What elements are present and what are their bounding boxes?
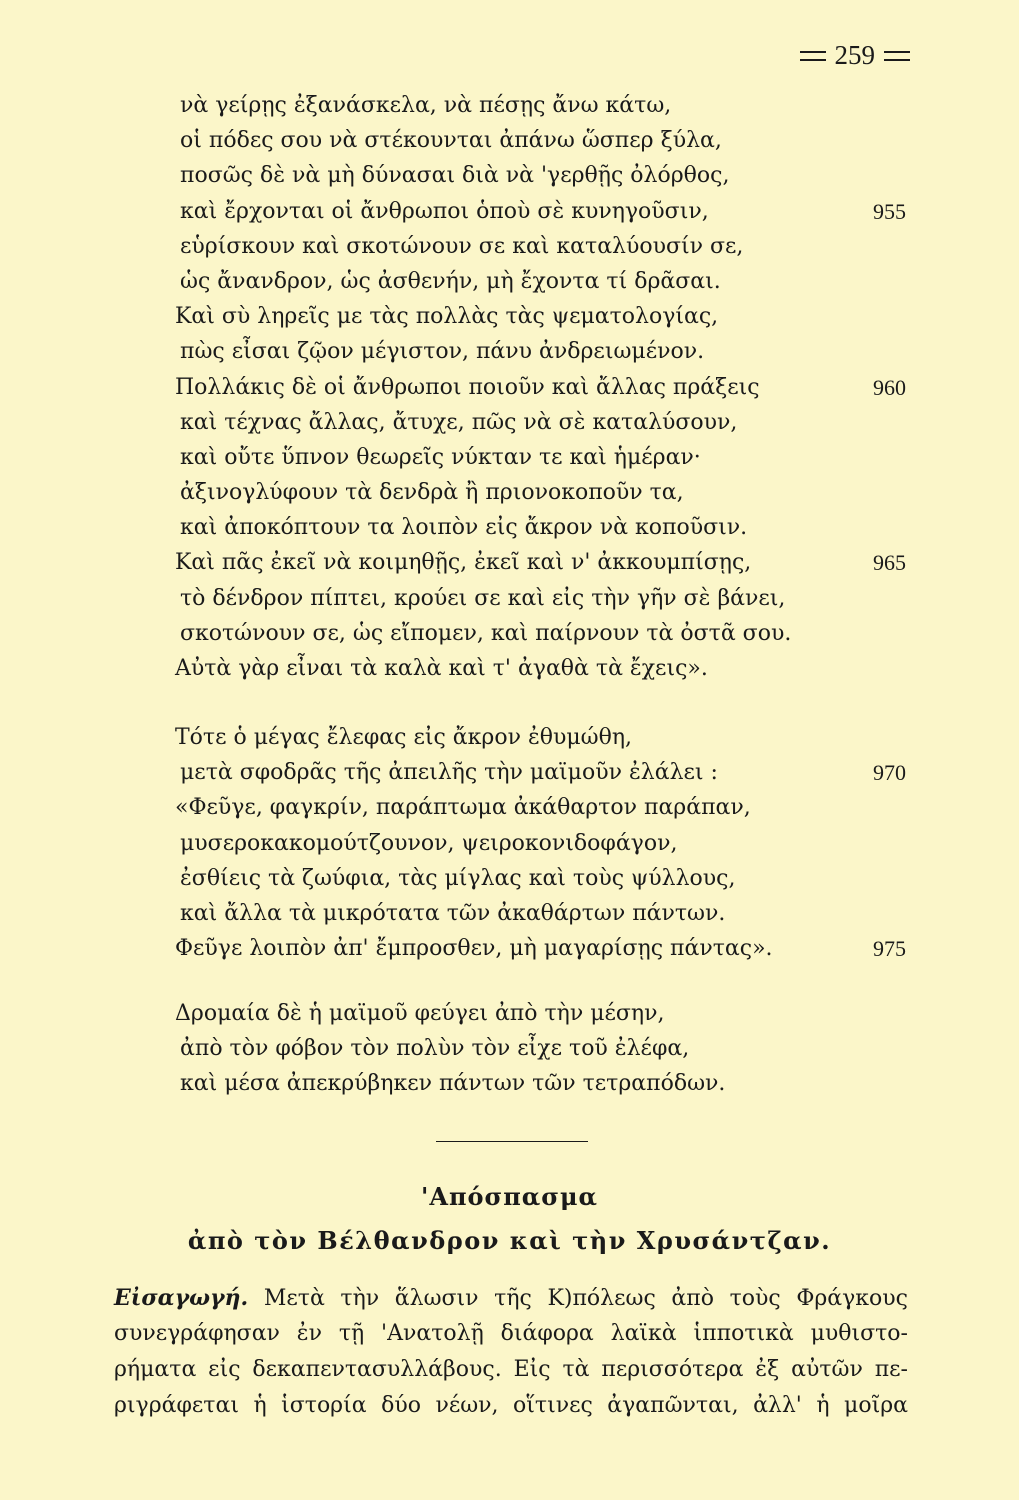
poem-line	[0, 581, 1019, 616]
line-number: 955	[873, 198, 906, 224]
poem-line-text: ἐσθίεις τὰ ζωύφια, τὰς μίγλας καὶ τοὺς ψύλλους,	[180, 865, 736, 891]
poem-line-text: εὑρίσκουν καὶ σκοτώνουν σε καὶ καταλύουσίν σε,	[180, 233, 744, 259]
poem-line-text: «Φεῦγε, φαγκρίν, παράπτωμα ἀκάθαρτον παράπαν,	[175, 795, 751, 821]
poem-line	[0, 996, 1019, 1031]
poem-line	[0, 158, 1019, 193]
poem-line-text: σκοτώνουν σε, ὡς εἴπομεν, καὶ παίρνουν τὰ ὀστᾶ σου.	[180, 620, 792, 646]
poem-line-text: ἀπὸ τὸν φόβον τὸν πολὺν τὸν εἶχε τοῦ ἐλέφα,	[180, 1036, 690, 1062]
poem-line-text: μυσεροκακομούτζουνον, ψειροκονιδοφάγον,	[180, 830, 678, 856]
poem-line	[0, 545, 1019, 580]
poem-line-text: καὶ ἀποκόπτουν τα λοιπὸν εἰς ἄκρον νὰ κοποῦσιν.	[180, 515, 748, 541]
poem-line	[0, 229, 1019, 264]
intro-line-text: Μετὰ τὴν ἅλωσιν τῆς Κ)πόλεως ἀπὸ τοὺς Φράγκους	[263, 1286, 908, 1311]
poem-stanza-3	[0, 996, 1019, 1102]
poem-line-text: Καὶ σὺ ληρεῖς με τὰς πολλὰς τὰς ψεματολογίας,	[175, 304, 719, 330]
poem-line-text: καὶ ἔρχονται οἱ ἄνθρωποι ὁποὺ σὲ κυνηγοῦσιν,	[180, 198, 709, 224]
poem-line	[0, 194, 1019, 229]
poem-line	[0, 475, 1019, 510]
intro-line: ρήματα εἰς δεκαπεντασυλλάβους. Εἰς τὰ περισσότερα ἐξ αὐτῶν πε-	[114, 1357, 908, 1382]
poem-line-text: ἀξινογλύφουν τὰ δενδρὰ ἢ πριονοκοποῦν τα,	[180, 480, 684, 506]
poem-line	[0, 755, 1019, 790]
poem-line-text: καὶ οὔτε ὕπνον θεωρεῖς νύκταν τε καὶ ἡμέραν·	[180, 444, 701, 470]
poem-line	[0, 861, 1019, 896]
poem-line	[0, 931, 1019, 966]
poem-line-text: Καὶ πᾶς ἐκεῖ νὰ κοιμηθῇς, ἐκεῖ καὶ ν' ἀκκουμπίσῃς,	[175, 550, 752, 576]
poem-line	[0, 334, 1019, 369]
poem-line	[0, 123, 1019, 158]
poem-line-text: Δρομαία δὲ ἡ μαϊμοῦ φεύγει ἀπὸ τὴν μέσην,	[175, 1001, 665, 1026]
poem-line-text: καὶ μέσα ἀπεκρύβηκεν πάντων τῶν τετραπόδων.	[180, 1071, 726, 1097]
line-number: 965	[873, 550, 906, 576]
excerpt-heading: 'Απόσπασμα	[420, 1182, 598, 1211]
poem-stanza-2	[0, 720, 1019, 966]
excerpt-subheading: ἀπὸ τὸν Βέλθανδρον καὶ τὴν Χρυσάντζαν.	[187, 1226, 832, 1255]
poem-line-text: Τότε ὁ μέγας ἔλεφας εἰς ἄκρον ἐθυμώθη,	[175, 725, 633, 750]
poem-line	[0, 616, 1019, 651]
poem-line	[0, 370, 1019, 405]
intro-line: ριγράφεται ἡ ἱστορία δύο νέων, οἵτινες ἀγαπῶνται, ἀλλ' ἡ μοῖρα	[114, 1393, 908, 1418]
page-number	[760, 40, 910, 71]
poem-line-text: τὸ δένδρον πίπτει, κρούει σε καὶ εἰς τὴν γῆν σὲ βάνει,	[180, 585, 786, 611]
poem-line	[0, 790, 1019, 825]
poem-line	[0, 896, 1019, 931]
poem-line	[0, 1066, 1019, 1101]
intro-line: συνεγράφησαν ἐν τῇ 'Ανατολῇ διάφορα λαϊκὰ ἱπποτικὰ μυθιστο-	[114, 1321, 908, 1346]
poem-line	[0, 651, 1019, 686]
poem-line	[0, 405, 1019, 440]
poem-line	[0, 88, 1019, 123]
line-number: 970	[873, 760, 906, 786]
poem-line-text: ποσῶς δὲ νὰ μὴ δύνασαι διὰ νὰ 'γερθῇς ὀλόρθος,	[180, 163, 730, 189]
poem-line-text: Αὐτὰ γὰρ εἶναι τὰ καλὰ καὶ τ' ἀγαθὰ τὰ ἔχεις».	[175, 656, 708, 681]
poem-line	[0, 510, 1019, 545]
poem-line-text: Πολλάκις δὲ οἱ ἄνθρωποι ποιοῦν καὶ ἄλλας πράξεις	[175, 374, 760, 400]
section-divider	[436, 1141, 588, 1142]
poem-stanza-1	[0, 88, 1019, 686]
line-number: 975	[873, 936, 906, 962]
poem-line-text: καὶ ἄλλα τὰ μικρότατα τῶν ἀκαθάρτων πάντων.	[180, 900, 726, 926]
poem-line-text: πὼς εἶσαι ζῷον μέγιστον, πάνυ ἀνδρειωμένον.	[180, 339, 705, 365]
page-number-value: 259	[834, 40, 875, 70]
poem-line	[0, 1031, 1019, 1066]
intro-line	[114, 1280, 908, 1316]
page-number-rule-left	[800, 51, 826, 61]
poem-line-text: καὶ τέχνας ἄλλας, ἄτυχε, πῶς νὰ σὲ καταλύσουν,	[180, 409, 738, 435]
poem-line-text: οἱ πόδες σου νὰ στέκουνται ἀπάνω ὥσπερ ξύλα,	[180, 128, 722, 154]
poem-line	[0, 720, 1019, 755]
poem-line-text: μετὰ σφοδρᾶς τῆς ἀπειλῆς τὴν μαϊμοῦν ἐλάλει :	[180, 760, 718, 786]
introduction-paragraph	[114, 1280, 908, 1424]
poem-line-text: νὰ γείρῃς ἐξανάσκελα, νὰ πέσῃς ἄνω κάτω,	[180, 93, 672, 118]
intro-lead: Εἰσαγωγή.	[114, 1285, 249, 1311]
poem-line	[0, 440, 1019, 475]
page-number-rule-right	[884, 51, 910, 61]
poem-line	[0, 264, 1019, 299]
poem-line-text: ὡς ἄνανδρον, ὡς ἀσθενήν, μὴ ἔχοντα τί δρᾶσαι.	[180, 268, 721, 294]
poem-line	[0, 299, 1019, 334]
poem-line	[0, 826, 1019, 861]
poem-line-text: Φεῦγε λοιπὸν ἀπ' ἔμπροσθεν, μὴ μαγαρίσῃς πάντας».	[175, 936, 773, 962]
line-number: 960	[873, 374, 906, 400]
